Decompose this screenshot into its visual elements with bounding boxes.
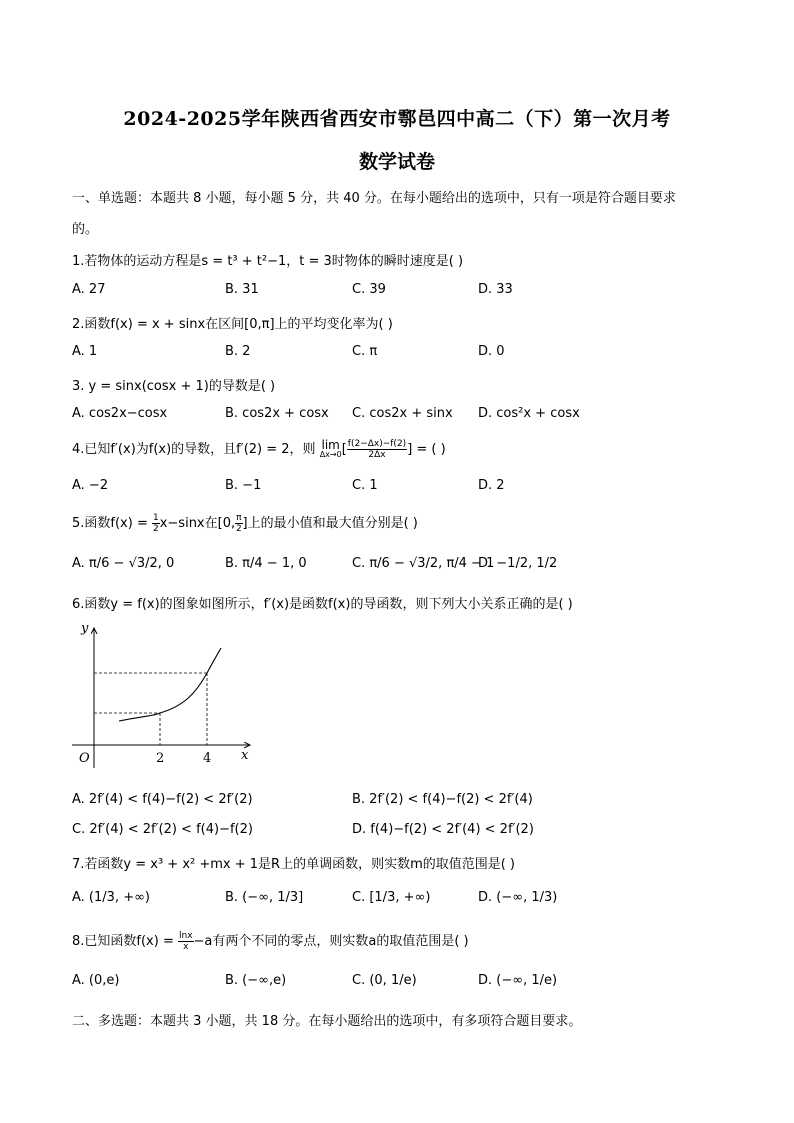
- q4-stem: 4.已知f′(x)为f(x)的导数，且f′(2) = 2，则 lim Δx→0 [ $\frac{f(2-\Delta x)-f(2)}{2\Delta x}$ ] = ( ): [72, 437, 446, 460]
- q6-option-c: C. 2f′(4) < 2f′(2) < f(4)−f(2): [72, 822, 253, 837]
- q4-option-a: A. −2: [72, 478, 109, 493]
- q6-option-d: D. f(4)−f(2) < 2f′(4) < 2f′(2): [352, 822, 534, 837]
- q1-option-d: D. 33: [478, 282, 513, 297]
- q2-stem: 2.函数f(x) = x + sinx在区间[0,π]上的平均变化率为( ): [72, 317, 393, 332]
- q4-lim-word: lim: [321, 437, 340, 452]
- q6-option-a: A. 2f′(4) < f(4)−f(2) < 2f′(2): [72, 792, 253, 807]
- q1-stem: 1.若物体的运动方程是s = t³ + t²−1，t = 3时物体的瞬时速度是( ): [72, 254, 464, 269]
- section1-heading-cont: 的。: [72, 222, 99, 237]
- q8-stem-post: −a有两个不同的零点，则实数a的取值范围是( ): [193, 934, 469, 949]
- q4-stem-pre: 4.已知f′(x)为f(x)的导数，且f′(2) = 2，则: [72, 442, 316, 457]
- q3-option-c: C. cos2x + sinx: [352, 406, 453, 421]
- q6-option-b: B. 2f′(2) < f(4)−f(2) < 2f′(4): [352, 792, 533, 807]
- q5-option-b: B. π/4 − 1, 0: [225, 556, 307, 571]
- q5-half: $\frac{1}{2}$: [152, 513, 159, 534]
- q5-option-a: A. π/6 − √3/2, 0: [72, 556, 175, 571]
- q5-stem-mid: x−sinx在[0,: [159, 516, 236, 531]
- q7-option-d: D. (−∞, 1/3): [478, 890, 558, 905]
- q7-stem: 7.若函数y = x³ + x² +mx + 1是R上的单调函数，则实数m的取值范围是( ): [72, 857, 516, 872]
- q2-option-b: B. 2: [225, 344, 251, 359]
- q2-option-a: A. 1: [72, 344, 98, 359]
- q8-frac-num: lnx: [178, 931, 193, 941]
- q8-stem-pre: 8.已知函数f(x) =: [72, 934, 178, 949]
- q4-limit: [319, 437, 342, 460]
- section2-heading: 二、多选题：本题共 3 小题，共 18 分。在每小题给出的选项中，有多项符合题目要求。: [72, 1014, 582, 1029]
- x-label: x: [241, 748, 249, 763]
- q5-option-c: C. π/6 − √3/2, π/4 − 1: [352, 556, 495, 571]
- q8-option-b: B. (−∞,e): [225, 973, 287, 988]
- q8-option-c: C. (0, 1/e): [352, 973, 417, 988]
- q7-option-a: A. (1/3, +∞): [72, 890, 150, 905]
- q1-option-a: A. 27: [72, 282, 106, 297]
- q4-option-b: B. −1: [225, 478, 262, 493]
- q8-option-d: D. (−∞, 1/e): [478, 973, 558, 988]
- q5-stem-post: ]上的最小值和最大值分别是( ): [242, 516, 418, 531]
- q3-option-d: D. cos²x + cosx: [478, 406, 580, 421]
- q3-option-a: A. cos2x−cosx: [72, 406, 168, 421]
- q5-option-d: D. −1/2, 1/2: [478, 556, 558, 571]
- q4-frac-num: f(2−Δx)−f(2): [347, 439, 407, 449]
- y-label: y: [81, 621, 89, 636]
- exam-subtitle: 数学试卷: [358, 151, 435, 173]
- q5-pi-half: $\frac{\pi}{2}$: [235, 513, 242, 534]
- q3-option-b: B. cos2x + cosx: [225, 406, 329, 421]
- q3-stem: 3. y = sinx(cosx + 1)的导数是( ): [72, 379, 276, 394]
- q2-option-d: D. 0: [478, 344, 505, 359]
- tick-2: 2: [156, 751, 165, 766]
- q6-stem: 6.函数y = f(x)的图象如图所示，f′(x)是函数f(x)的导函数，则下列大小关系正确的是( ): [72, 597, 573, 612]
- q8-option-a: A. (0,e): [72, 973, 120, 988]
- q4-option-d: D. 2: [478, 478, 505, 493]
- q1-option-b: B. 31: [225, 282, 259, 297]
- q7-option-c: C. [1/3, +∞): [352, 890, 431, 905]
- q5-stem: [72, 512, 418, 534]
- q7-option-b: B. (−∞, 1/3]: [225, 890, 304, 905]
- q4-option-c: C. 1: [352, 478, 378, 493]
- function-curve: [119, 648, 221, 721]
- q4-fraction: [347, 439, 407, 460]
- q6-function-graph: [64, 618, 264, 773]
- q8-stem: [72, 930, 469, 952]
- q1-option-c: C. 39: [352, 282, 386, 297]
- q2-option-c: C. π: [352, 344, 378, 359]
- q4-frac-den: 2Δx: [368, 450, 386, 460]
- q4-lim-sub: Δx→0: [319, 449, 342, 459]
- q8-frac-den: x: [183, 942, 189, 952]
- exam-title: 2024-2025学年陕西省西安市鄠邑四中高二（下）第一次月考: [123, 108, 671, 130]
- q4-stem-post: ] = ( ): [407, 442, 446, 457]
- section1-heading: 一、单选题：本题共 8 小题，每小题 5 分，共 40 分。在每小题给出的选项中，只有一项是符合题目要求: [72, 191, 676, 206]
- tick-4: 4: [203, 751, 212, 766]
- q8-fraction: [178, 931, 194, 952]
- q5-stem-pre: 5.函数f(x) =: [72, 516, 152, 531]
- origin-label: O: [79, 751, 90, 766]
